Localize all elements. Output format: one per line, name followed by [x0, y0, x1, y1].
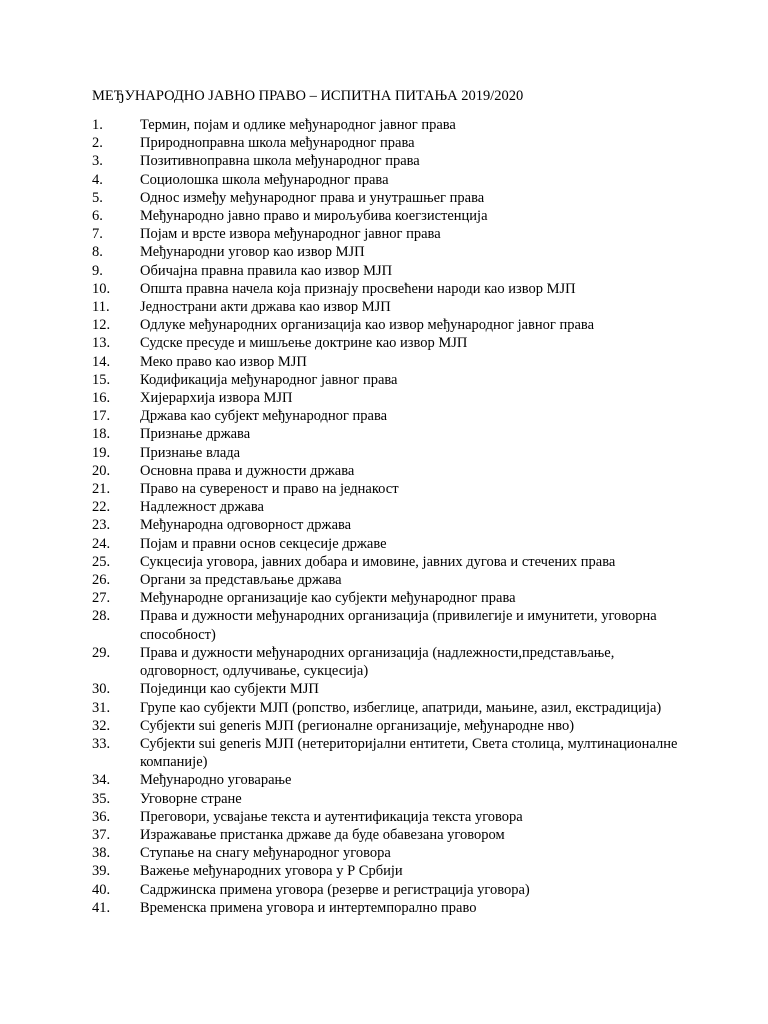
question-text: Једнострани акти држава као извор МЈП	[140, 299, 391, 316]
question-item	[92, 771, 692, 789]
question-text: Меко право као извор МЈП	[140, 353, 307, 370]
question-number: 18.	[92, 426, 111, 443]
question-text: Однос између међународног права и унутрашњег права	[140, 189, 485, 206]
question-item	[92, 498, 692, 516]
question-item	[92, 171, 692, 189]
question-item	[92, 353, 692, 371]
question-number: 36.	[92, 808, 111, 825]
question-number: 22.	[92, 499, 111, 516]
question-item	[92, 207, 692, 225]
question-item	[92, 243, 692, 261]
question-number: 17.	[92, 408, 111, 425]
question-item	[92, 116, 692, 134]
question-number: 16.	[92, 390, 111, 407]
question-item	[92, 152, 692, 170]
question-text: Садржинска примена уговора (резерве и регистрација уговора)	[140, 881, 530, 898]
question-number: 5.	[92, 189, 103, 206]
question-number: 40.	[92, 881, 111, 898]
question-text: Права и дужности међународних организација (надлежности,представљање, одговорност, одлучивање, сукцесија)	[140, 644, 615, 680]
question-number: 31.	[92, 699, 111, 716]
question-item	[92, 480, 692, 498]
question-text: Групе као субјекти МЈП (ропство, избеглице, апатриди, мањине, азил, екстрадиција)	[140, 699, 662, 716]
question-item	[92, 134, 692, 152]
question-text: Хијерархија извора МЈП	[140, 390, 293, 407]
question-number: 2.	[92, 135, 103, 152]
question-item	[92, 862, 692, 880]
question-item	[92, 535, 692, 553]
question-text: Кодификација међународног јавног права	[140, 371, 398, 388]
question-number: 14.	[92, 353, 111, 370]
question-item	[92, 717, 692, 735]
question-number: 11.	[92, 299, 110, 316]
question-number: 37.	[92, 826, 111, 843]
question-text: Преговори, усвајање текста и аутентификација текста уговора	[140, 808, 523, 825]
question-text: Термин, појам и одлике међународног јавног права	[140, 117, 456, 133]
question-text: Међународна одговорност држава	[140, 517, 352, 534]
question-item	[92, 425, 692, 443]
document-title: МЕЂУНАРОДНО ЈАВНО ПРАВО – ИСПИТНА ПИТАЊА 2019/2020	[92, 88, 524, 104]
question-number: 20.	[92, 462, 111, 479]
question-text: Субјекти sui generis МЈП (регионалне организације, међународне нво)	[140, 717, 575, 734]
question-item	[92, 298, 692, 316]
question-text: Сукцесија уговора, јавних добара и имовине, јавних дугова и стечених права	[140, 553, 616, 570]
question-item	[92, 462, 692, 480]
question-item	[92, 444, 692, 462]
question-number: 33.	[92, 735, 111, 752]
question-text: Појам и правни основ секцесије државе	[140, 535, 387, 552]
question-text: Изражавање пристанка државе да буде обавезана уговором	[140, 826, 505, 843]
question-number: 1.	[92, 117, 103, 133]
question-number: 41.	[92, 899, 111, 916]
question-number: 13.	[92, 335, 111, 352]
question-item	[92, 844, 692, 862]
question-number: 28.	[92, 608, 111, 625]
question-item	[92, 826, 692, 844]
question-item	[92, 280, 692, 298]
question-text: Субјекти sui generis МЈП (нетериторијални ентитети, Света столица, мултинационалне компаније)	[140, 735, 678, 771]
question-item	[92, 371, 692, 389]
question-number: 7.	[92, 226, 103, 243]
question-text: Одлуке међународних организација као извор међународног јавног права	[140, 317, 595, 334]
question-number: 8.	[92, 244, 103, 261]
question-number: 23.	[92, 517, 111, 534]
question-text: Важење међународних уговора у Р Србији	[140, 863, 403, 880]
question-item	[92, 316, 692, 334]
question-item	[92, 735, 692, 771]
question-list	[92, 116, 692, 917]
question-item	[92, 334, 692, 352]
question-item	[92, 571, 692, 589]
question-number: 12.	[92, 317, 111, 334]
question-number: 21.	[92, 481, 111, 498]
question-text: Основна права и дужности држава	[140, 462, 355, 479]
question-text: Међународне организације као субјекти међународног права	[140, 590, 516, 607]
question-text: Међународни уговор као извор МЈП	[140, 244, 365, 261]
question-text: Међународно уговарање	[140, 772, 292, 789]
question-number: 25.	[92, 553, 111, 570]
question-item	[92, 881, 692, 899]
question-text: Ступање на снагу међународног уговора	[140, 845, 391, 862]
question-item	[92, 808, 692, 826]
question-text: Обичајна правна правила као извор МЈП	[140, 262, 393, 279]
question-item	[92, 699, 692, 717]
question-number: 10.	[92, 280, 111, 297]
question-item	[92, 589, 692, 607]
question-item	[92, 189, 692, 207]
question-number: 24.	[92, 535, 111, 552]
question-text: Органи за представљање држава	[140, 572, 342, 589]
question-item	[92, 607, 692, 643]
question-text: Признање влада	[140, 444, 241, 461]
question-text: Општа правна начела која признају просвећени народи као извор МЈП	[140, 280, 576, 297]
question-text: Социолошка школа међународног права	[140, 171, 389, 188]
question-number: 38.	[92, 845, 111, 862]
question-text: Судске пресуде и мишљење доктрине као извор МЈП	[140, 335, 468, 352]
question-number: 26.	[92, 572, 111, 589]
question-number: 34.	[92, 772, 111, 789]
question-text: Уговорне стране	[140, 790, 242, 807]
question-text: Позитивноправна школа међународног права	[140, 153, 420, 170]
question-number: 39.	[92, 863, 111, 880]
question-number: 3.	[92, 153, 103, 170]
question-item	[92, 516, 692, 534]
question-text: Појединци као субјекти МЈП	[140, 681, 319, 698]
question-text: Међународно јавно право и мирољубива коегзистенција	[140, 208, 488, 225]
question-item	[92, 790, 692, 808]
question-item	[92, 644, 692, 680]
question-number: 9.	[92, 262, 103, 279]
question-number: 4.	[92, 171, 103, 188]
question-text: Појам и врсте извора међународног јавног права	[140, 226, 441, 243]
question-text: Право на сувереност и право на једнакост	[140, 481, 399, 498]
question-item	[92, 680, 692, 698]
question-text: Држава као субјект међународног права	[140, 408, 388, 425]
question-number: 29.	[92, 644, 111, 661]
question-text: Надлежност држава	[140, 499, 264, 516]
question-item	[92, 407, 692, 425]
question-text: Права и дужности међународних организација (привилегије и имунитети, уговорна способност)	[140, 608, 657, 643]
question-item	[92, 225, 692, 243]
question-number: 6.	[92, 208, 103, 225]
question-number: 35.	[92, 790, 111, 807]
question-item	[92, 389, 692, 407]
question-item	[92, 262, 692, 280]
question-number: 30.	[92, 681, 111, 698]
question-text: Природноправна школа међународног права	[140, 135, 415, 152]
question-item	[92, 553, 692, 571]
question-text: Временска примена уговора и интертемпорално право	[140, 899, 477, 916]
question-number: 27.	[92, 590, 111, 607]
question-item	[92, 899, 692, 917]
question-number: 32.	[92, 717, 111, 734]
question-number: 15.	[92, 371, 111, 388]
question-text: Признање држава	[140, 426, 251, 443]
question-number: 19.	[92, 444, 111, 461]
